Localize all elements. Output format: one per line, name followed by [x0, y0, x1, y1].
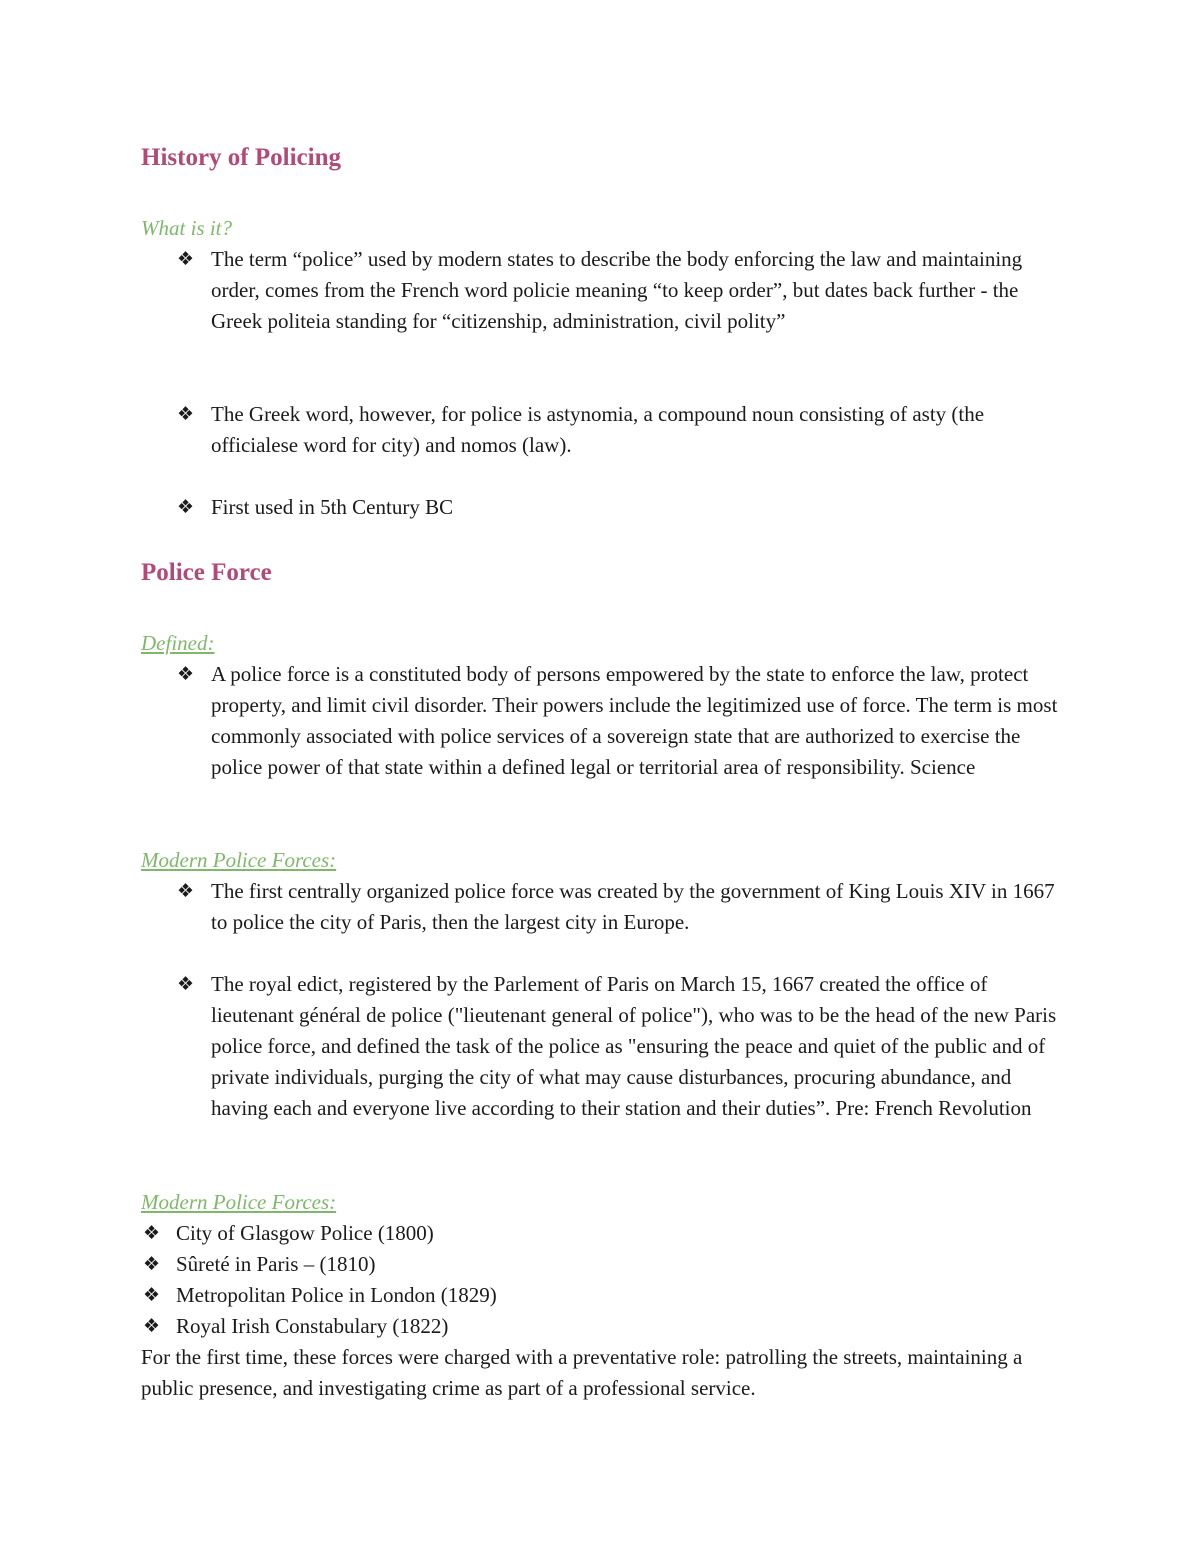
- list-item-text: The term “police” used by modern states to describe the body enforcing the law and maintaining order, comes from the French word policie meaning “to keep order”, but dates back further - the Greek politeia standing for “citizenship, administration, civil polity”: [211, 247, 1023, 333]
- diamond-bullet-icon: ❖: [143, 1315, 161, 1337]
- diamond-bullet-icon: ❖: [177, 248, 195, 270]
- list-item: [143, 1311, 1063, 1342]
- list-item: [177, 969, 1067, 1124]
- list-item: [177, 876, 1067, 938]
- section-title-police-force: Police Force: [141, 559, 272, 586]
- diamond-bullet-icon: ❖: [177, 880, 195, 902]
- diamond-bullet-icon: ❖: [177, 973, 195, 995]
- list-item: [177, 244, 1067, 337]
- section-title-history: History of Policing: [141, 144, 341, 171]
- subheading-modern-police-forces-2: Modern Police Forces:: [141, 1190, 337, 1214]
- list-item: [177, 399, 1067, 461]
- list-item-text: Royal Irish Constabulary (1822): [176, 1314, 449, 1338]
- diamond-bullet-icon: ❖: [143, 1284, 161, 1306]
- diamond-bullet-icon: ❖: [143, 1222, 161, 1244]
- closing-paragraph: For the first time, these forces were charged with a preventative role: patrolling the streets, maintaining a public presence, and investigating crime as part of a professional service.: [141, 1345, 1023, 1400]
- list-item-text: The first centrally organized police force was created by the government of King Louis XIV in 1667 to police the city of Paris, then the largest city in Europe.: [211, 879, 1055, 934]
- list-item: [143, 1218, 1063, 1249]
- diamond-bullet-icon: ❖: [177, 496, 195, 518]
- list-item: [177, 659, 1067, 783]
- list-item-text: Sûreté in Paris – (1810): [176, 1252, 376, 1276]
- list-item: [177, 492, 1067, 523]
- diamond-bullet-icon: ❖: [177, 663, 195, 685]
- list-item-text: A police force is a constituted body of persons empowered by the state to enforce the law, protect property, and limit civil disorder. Their powers include the legitimized use of force. The term is most commonly associated with police services of a sovereign state that are authorized to exercise the police power of that state within a defined legal or territorial area of responsibility. Science: [211, 662, 1058, 779]
- list-item-text: The royal edict, registered by the Parlement of Paris on March 15, 1667 created the office of lieutenant général de police ("lieutenant general of police"), who was to be the head of the new Paris police force, and defined the task of the police as "ensuring the peace and quiet of the public and of private individuals, purging the city of what may cause disturbances, procuring abundance, and having each and everyone live according to their station and their duties”. Pre: French Revolution: [211, 972, 1057, 1120]
- list-item: [143, 1249, 1063, 1280]
- subheading-what-is-it: What is it?: [141, 216, 233, 240]
- subheading-modern-police-forces: Modern Police Forces:: [141, 848, 337, 872]
- subheading-defined: Defined:: [141, 631, 215, 655]
- diamond-bullet-icon: ❖: [177, 403, 195, 425]
- list-item-text: Metropolitan Police in London (1829): [176, 1283, 497, 1307]
- list-item-text: First used in 5th Century BC: [211, 495, 454, 519]
- list-item-text: City of Glasgow Police (1800): [176, 1221, 434, 1245]
- list-item: [143, 1280, 1063, 1311]
- list-item-text: The Greek word, however, for police is astynomia, a compound noun consisting of asty (the officialese word for city) and nomos (law).: [211, 402, 985, 457]
- diamond-bullet-icon: ❖: [143, 1253, 161, 1275]
